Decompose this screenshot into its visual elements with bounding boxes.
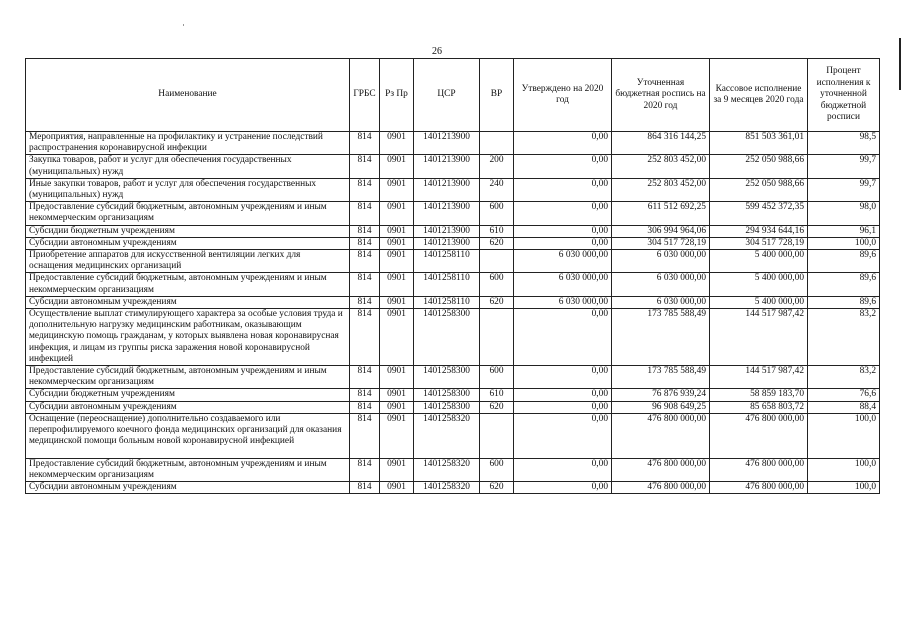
budget-execution-table	[25, 58, 880, 494]
cell-cash: 294 934 644,16	[710, 225, 808, 237]
cell-cash: 252 050 988,66	[710, 178, 808, 201]
cell-vr: 620	[480, 482, 514, 494]
cell-csr: 1401258300	[414, 309, 480, 366]
cell-rzpr: 0901	[380, 309, 414, 366]
cell-refined: 252 803 452,00	[612, 178, 710, 201]
cell-name: Осуществление выплат стимулирующего характера за особые условия труда и дополнительную нагрузку медицинским работникам, оказывающим медицинскую помощь гражданам, у которых выявлена новая коронавирусная инфекция, и лицам из группы риска заражения новой коронавирусной инфекцией	[26, 309, 350, 366]
cell-refined: 476 800 000,00	[612, 413, 710, 458]
cell-vr: 240	[480, 178, 514, 201]
cell-cash: 851 503 361,01	[710, 132, 808, 155]
cell-rzpr: 0901	[380, 458, 414, 481]
cell-grbs: 814	[350, 458, 380, 481]
cell-cash: 58 859 183,70	[710, 389, 808, 401]
cell-name: Приобретение аппаратов для искусственной вентиляции легких для оснащения медицинских организаций	[26, 250, 350, 273]
cell-rzpr: 0901	[380, 178, 414, 201]
cell-name: Предоставление субсидий бюджетным, автономным учреждениям и иным некоммерческим организациям	[26, 366, 350, 389]
cell-approved: 0,00	[514, 482, 612, 494]
cell-name: Предоставление субсидий бюджетным, автономным учреждениям и иным некоммерческим организациям	[26, 202, 350, 225]
cell-approved: 0,00	[514, 132, 612, 155]
cell-vr: 200	[480, 155, 514, 178]
cell-cash: 5 400 000,00	[710, 296, 808, 308]
cell-refined: 476 800 000,00	[612, 458, 710, 481]
cell-percent: 88,4	[808, 401, 880, 413]
cell-grbs: 814	[350, 413, 380, 458]
cell-csr: 1401258110	[414, 296, 480, 308]
table-row	[26, 309, 880, 366]
cell-csr: 1401213900	[414, 132, 480, 155]
table-header-row	[26, 59, 880, 132]
cell-rzpr: 0901	[380, 250, 414, 273]
cell-vr	[480, 309, 514, 366]
cell-approved: 0,00	[514, 309, 612, 366]
header-grbs: ГРБС	[350, 59, 380, 132]
cell-refined: 304 517 728,19	[612, 237, 710, 249]
table-row	[26, 225, 880, 237]
cell-name: Закупка товаров, работ и услуг для обеспечения государственных (муниципальных) нужд	[26, 155, 350, 178]
table-row	[26, 132, 880, 155]
table-row	[26, 178, 880, 201]
cell-percent: 76,6	[808, 389, 880, 401]
cell-percent: 98,0	[808, 202, 880, 225]
table-row	[26, 273, 880, 296]
cell-refined: 76 876 939,24	[612, 389, 710, 401]
header-name: Наименование	[26, 59, 350, 132]
cell-csr: 1401258300	[414, 366, 480, 389]
cell-csr: 1401213900	[414, 178, 480, 201]
cell-grbs: 814	[350, 389, 380, 401]
cell-grbs: 814	[350, 237, 380, 249]
cell-name: Субсидии автономным учреждениям	[26, 401, 350, 413]
cell-percent: 96,1	[808, 225, 880, 237]
header-rzpr: Рз Пр	[380, 59, 414, 132]
cell-csr: 1401258300	[414, 389, 480, 401]
cell-name: Предоставление субсидий бюджетным, автономным учреждениям и иным некоммерческим организациям	[26, 273, 350, 296]
cell-vr: 600	[480, 366, 514, 389]
cell-vr	[480, 132, 514, 155]
cell-grbs: 814	[350, 482, 380, 494]
table-row	[26, 237, 880, 249]
cell-approved: 6 030 000,00	[514, 273, 612, 296]
cell-vr: 620	[480, 237, 514, 249]
cell-refined: 864 316 144,25	[612, 132, 710, 155]
cell-grbs: 814	[350, 366, 380, 389]
cell-grbs: 814	[350, 178, 380, 201]
cell-vr	[480, 413, 514, 458]
cell-csr: 1401213900	[414, 237, 480, 249]
cell-name: Предоставление субсидий бюджетным, автономным учреждениям и иным некоммерческим организациям	[26, 458, 350, 481]
cell-name: Мероприятия, направленные на профилактику и устранение последствий распространения коронавирусной инфекции	[26, 132, 350, 155]
cell-csr: 1401213900	[414, 202, 480, 225]
cell-rzpr: 0901	[380, 273, 414, 296]
header-csr: ЦСР	[414, 59, 480, 132]
cell-refined: 476 800 000,00	[612, 482, 710, 494]
cell-approved: 0,00	[514, 237, 612, 249]
cell-csr: 1401258300	[414, 401, 480, 413]
cell-cash: 5 400 000,00	[710, 273, 808, 296]
cell-csr: 1401258110	[414, 250, 480, 273]
cell-percent: 83,2	[808, 309, 880, 366]
cell-refined: 96 908 649,25	[612, 401, 710, 413]
cell-refined: 6 030 000,00	[612, 296, 710, 308]
cell-approved: 0,00	[514, 401, 612, 413]
page-number: 26	[432, 46, 442, 57]
cell-approved: 0,00	[514, 178, 612, 201]
cell-vr	[480, 250, 514, 273]
cell-refined: 6 030 000,00	[612, 250, 710, 273]
cell-name: Субсидии автономным учреждениям	[26, 237, 350, 249]
cell-rzpr: 0901	[380, 389, 414, 401]
cell-vr: 600	[480, 458, 514, 481]
cell-rzpr: 0901	[380, 482, 414, 494]
cell-grbs: 814	[350, 250, 380, 273]
header-cash: Кассовое исполнение за 9 месяцев 2020 года	[710, 59, 808, 132]
cell-cash: 85 658 803,72	[710, 401, 808, 413]
cell-grbs: 814	[350, 155, 380, 178]
cell-csr: 1401213900	[414, 225, 480, 237]
table-row	[26, 296, 880, 308]
cell-rzpr: 0901	[380, 401, 414, 413]
cell-rzpr: 0901	[380, 296, 414, 308]
cell-approved: 0,00	[514, 366, 612, 389]
cell-rzpr: 0901	[380, 202, 414, 225]
header-percent: Процент исполнения к уточненной бюджетной росписи	[808, 59, 880, 132]
cell-refined: 306 994 964,06	[612, 225, 710, 237]
cell-refined: 173 785 588,49	[612, 366, 710, 389]
cell-cash: 599 452 372,35	[710, 202, 808, 225]
cell-percent: 89,6	[808, 250, 880, 273]
cell-vr: 600	[480, 202, 514, 225]
scan-mark	[183, 24, 184, 26]
cell-vr: 610	[480, 389, 514, 401]
table-row	[26, 155, 880, 178]
cell-approved: 0,00	[514, 389, 612, 401]
cell-cash: 252 050 988,66	[710, 155, 808, 178]
cell-approved: 0,00	[514, 202, 612, 225]
table-row	[26, 482, 880, 494]
cell-cash: 476 800 000,00	[710, 482, 808, 494]
table-row	[26, 458, 880, 481]
cell-approved: 6 030 000,00	[514, 296, 612, 308]
cell-percent: 99,7	[808, 155, 880, 178]
cell-csr: 1401258320	[414, 413, 480, 458]
cell-cash: 144 517 987,42	[710, 366, 808, 389]
cell-name: Оснащение (переоснащение) дополнительно создаваемого или перепрофилируемого коечного фонда медицинских организаций для оказания медицинской помощи больным новой коронавирусной инфекцией	[26, 413, 350, 458]
cell-rzpr: 0901	[380, 366, 414, 389]
cell-refined: 252 803 452,00	[612, 155, 710, 178]
cell-refined: 6 030 000,00	[612, 273, 710, 296]
cell-refined: 173 785 588,49	[612, 309, 710, 366]
cell-vr: 600	[480, 273, 514, 296]
header-refined: Уточненная бюджетная роспись на 2020 год	[612, 59, 710, 132]
cell-csr: 1401258320	[414, 482, 480, 494]
cell-percent: 89,6	[808, 296, 880, 308]
cell-refined: 611 512 692,25	[612, 202, 710, 225]
cell-percent: 89,6	[808, 273, 880, 296]
cell-grbs: 814	[350, 202, 380, 225]
cell-grbs: 814	[350, 273, 380, 296]
cell-percent: 100,0	[808, 482, 880, 494]
cell-grbs: 814	[350, 225, 380, 237]
cell-csr: 1401258110	[414, 273, 480, 296]
cell-name: Субсидии автономным учреждениям	[26, 296, 350, 308]
cell-csr: 1401213900	[414, 155, 480, 178]
cell-rzpr: 0901	[380, 225, 414, 237]
cell-percent: 98,5	[808, 132, 880, 155]
margin-rule	[899, 38, 901, 90]
header-approved: Утверждено на 2020 год	[514, 59, 612, 132]
table-row	[26, 366, 880, 389]
cell-name: Субсидии автономным учреждениям	[26, 482, 350, 494]
cell-rzpr: 0901	[380, 155, 414, 178]
table-row	[26, 389, 880, 401]
cell-cash: 476 800 000,00	[710, 413, 808, 458]
cell-approved: 0,00	[514, 155, 612, 178]
cell-approved: 0,00	[514, 458, 612, 481]
cell-percent: 99,7	[808, 178, 880, 201]
cell-approved: 0,00	[514, 413, 612, 458]
table-row	[26, 413, 880, 458]
cell-cash: 5 400 000,00	[710, 250, 808, 273]
cell-percent: 100,0	[808, 413, 880, 458]
cell-rzpr: 0901	[380, 132, 414, 155]
table-row	[26, 250, 880, 273]
cell-name: Иные закупки товаров, работ и услуг для обеспечения государственных (муниципальных) нужд	[26, 178, 350, 201]
cell-percent: 83,2	[808, 366, 880, 389]
table-row	[26, 202, 880, 225]
table-row	[26, 401, 880, 413]
cell-cash: 304 517 728,19	[710, 237, 808, 249]
cell-percent: 100,0	[808, 458, 880, 481]
cell-approved: 6 030 000,00	[514, 250, 612, 273]
cell-vr: 620	[480, 296, 514, 308]
cell-grbs: 814	[350, 401, 380, 413]
cell-cash: 476 800 000,00	[710, 458, 808, 481]
header-vr: ВР	[480, 59, 514, 132]
cell-vr: 610	[480, 225, 514, 237]
cell-rzpr: 0901	[380, 413, 414, 458]
cell-cash: 144 517 987,42	[710, 309, 808, 366]
cell-approved: 0,00	[514, 225, 612, 237]
cell-grbs: 814	[350, 309, 380, 366]
cell-csr: 1401258320	[414, 458, 480, 481]
cell-vr: 620	[480, 401, 514, 413]
cell-name: Субсидии бюджетным учреждениям	[26, 225, 350, 237]
cell-grbs: 814	[350, 132, 380, 155]
cell-name: Субсидии бюджетным учреждениям	[26, 389, 350, 401]
cell-rzpr: 0901	[380, 237, 414, 249]
cell-grbs: 814	[350, 296, 380, 308]
cell-percent: 100,0	[808, 237, 880, 249]
